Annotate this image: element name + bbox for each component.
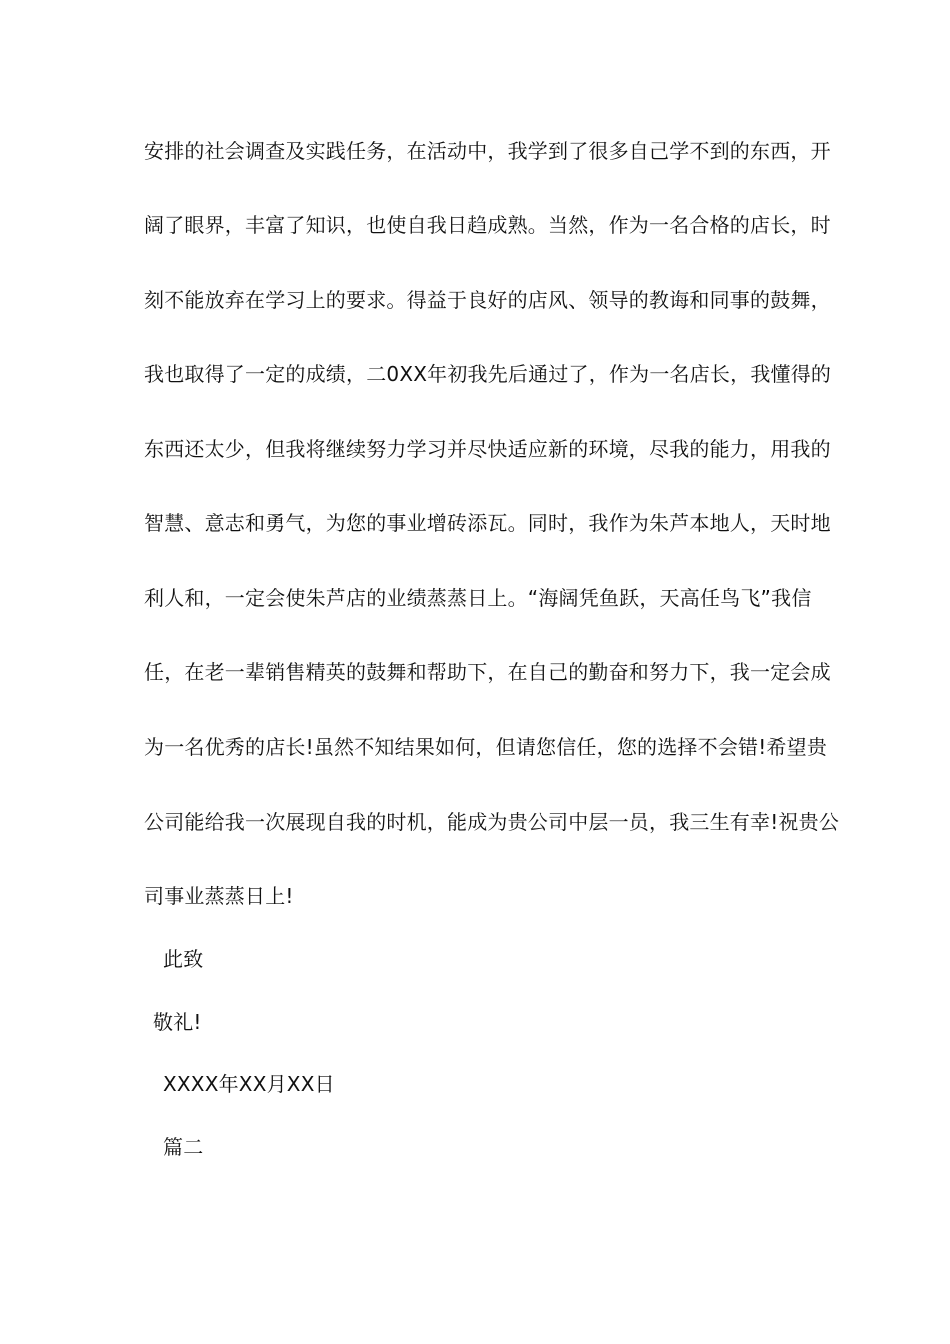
section-heading: 篇二 [163, 1135, 204, 1159]
paragraph-line: 我也取得了一定的成绩，二0XX年初我先后通过了，作为一名店长，我懂得的 [144, 362, 832, 386]
paragraph-line: 任，在老一辈销售精英的鼓舞和帮助下，在自己的勤奋和努力下，我一定会成 [144, 660, 831, 684]
paragraph-line: 智慧、意志和勇气，为您的事业增砖添瓦。同时，我作为朱芦本地人，天时地 [144, 511, 831, 535]
paragraph-line: 为一名优秀的店长!虽然不知结果如何，但请您信任，您的选择不会错!希望贵 [144, 735, 828, 759]
paragraph-line: 利人和，一定会使朱芦店的业绩蒸蒸日上。“海阔凭鱼跃，天高任鸟飞”我信 [144, 586, 812, 610]
letter-salutation: 敬礼! [153, 1010, 202, 1034]
paragraph-line: 安排的社会调查及实践任务，在活动中，我学到了很多自己学不到的东西，开 [144, 139, 831, 163]
paragraph-line: 公司能给我一次展现自我的时机，能成为贵公司中层一员，我三生有幸!祝贵公 [144, 810, 840, 834]
paragraph-line: 司事业蒸蒸日上! [144, 884, 294, 908]
letter-date: XXXX年XX月XX日 [163, 1072, 335, 1096]
letter-closing: 此致 [163, 947, 204, 971]
paragraph-line: 阔了眼界，丰富了知识，也使自我日趋成熟。当然，作为一名合格的店长，时 [144, 213, 831, 237]
paragraph-line: 东西还太少，但我将继续努力学习并尽快适应新的环境，尽我的能力，用我的 [144, 437, 831, 461]
paragraph-line: 刻不能放弃在学习上的要求。得益于良好的店风、领导的教诲和同事的鼓舞， [144, 288, 831, 312]
